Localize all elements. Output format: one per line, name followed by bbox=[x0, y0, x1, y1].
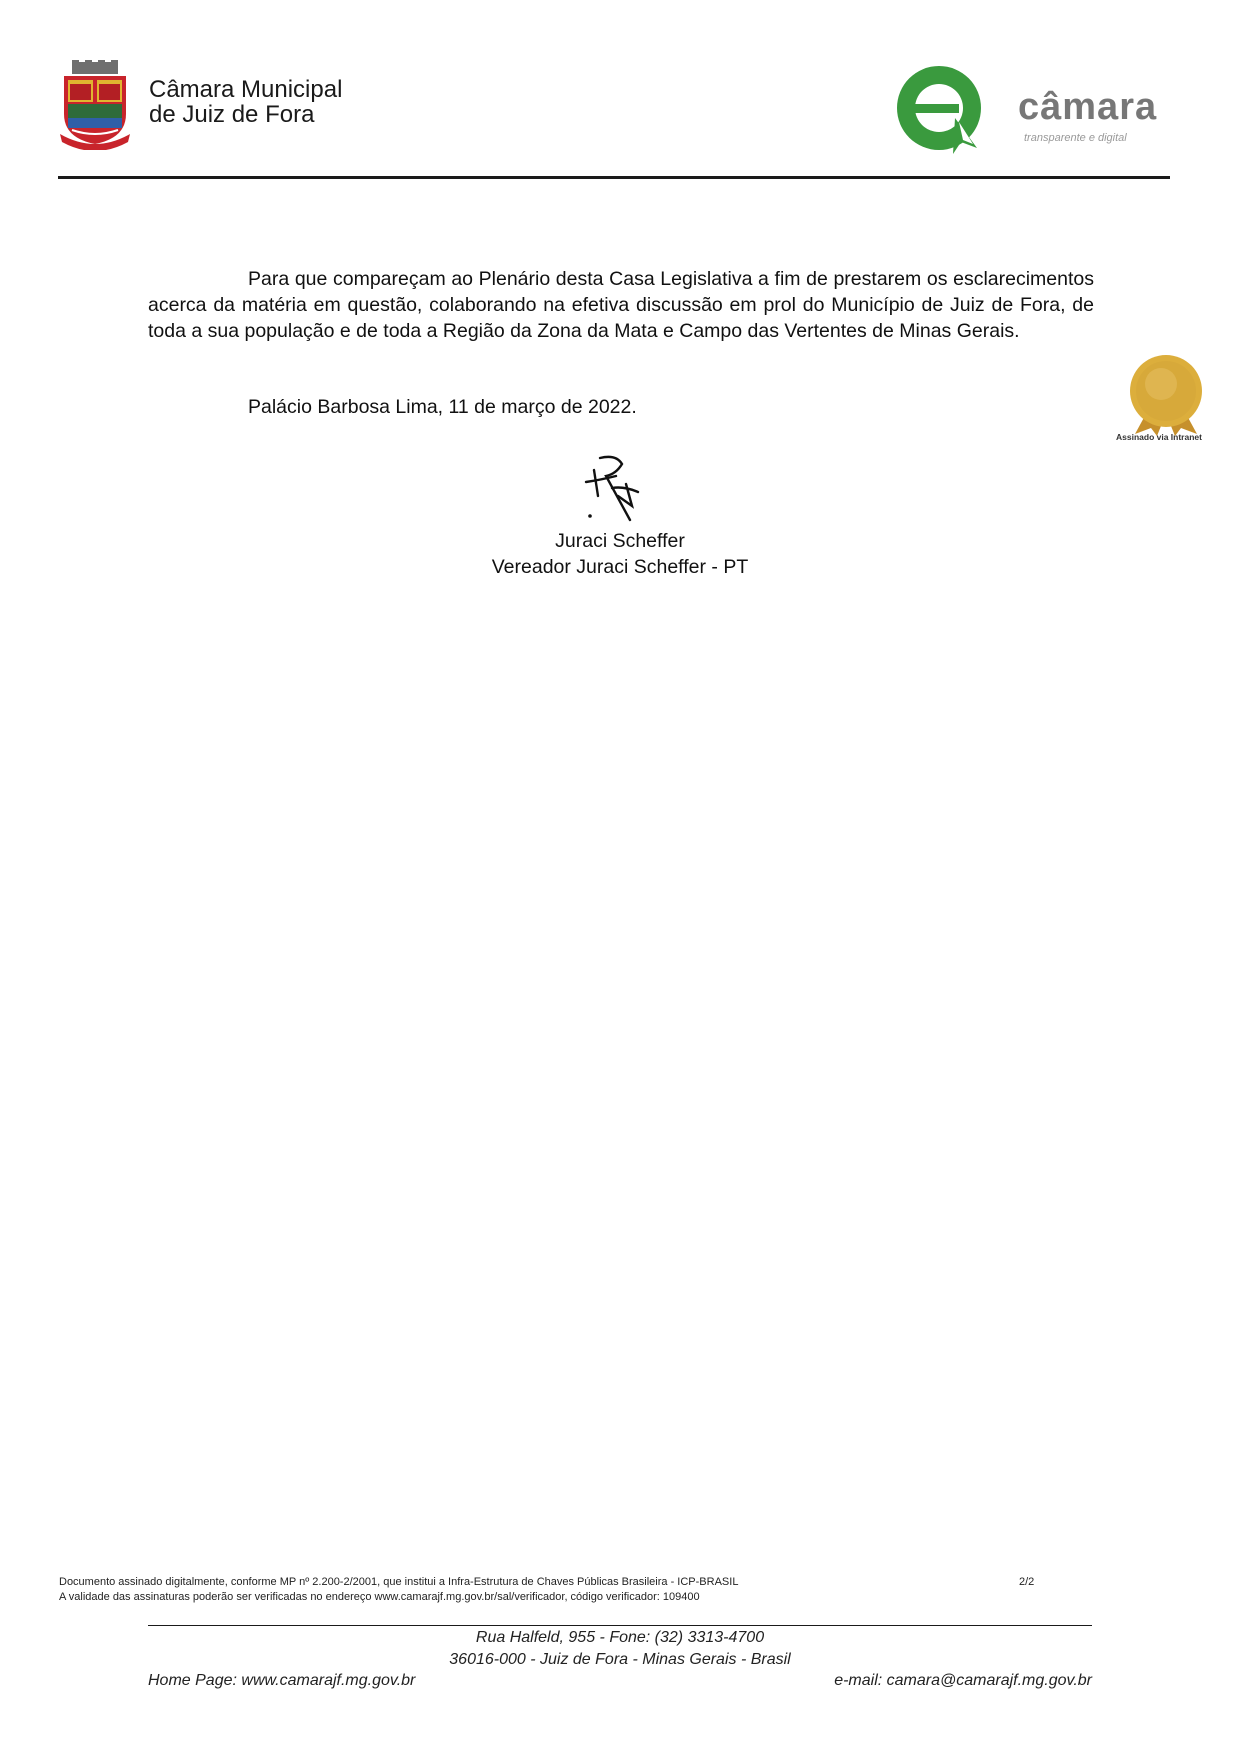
footer-home-page[interactable]: Home Page: www.camarajf.mg.gov.br bbox=[148, 1672, 416, 1689]
footer-email[interactable]: e-mail: camara@camarajf.mg.gov.br bbox=[834, 1672, 1092, 1689]
signer-name: Juraci Scheffer bbox=[555, 530, 685, 552]
verification-note: A validade das assinaturas poderão ser verificadas no endereço www.camarajf.mg.gov.br/sal/verificador, código verificador: 109400 bbox=[59, 1591, 700, 1603]
signer-role: Vereador Juraci Scheffer - PT bbox=[491, 556, 749, 578]
organization-name bbox=[149, 77, 342, 127]
page-number: 2/2 bbox=[1019, 1576, 1035, 1588]
logo-tagline: transparente e digital bbox=[1024, 132, 1127, 144]
handwritten-signature-icon bbox=[576, 452, 650, 524]
footer-address: Rua Halfeld, 955 - Fone: (32) 3313-4700 bbox=[475, 1629, 765, 1646]
organization-name-line2: de Juiz de Fora bbox=[149, 101, 315, 128]
seal-label: Assinado via Intranet bbox=[1116, 432, 1202, 442]
digital-signature-note: Documento assinado digitalmente, conforme MP nº 2.200-2/2001, que institui a Infra-Estrutura de Chaves Públicas Brasileira - ICP-BRASIL bbox=[59, 1576, 739, 1588]
footer-divider bbox=[148, 1625, 1092, 1626]
organization-name-line1: Câmara Municipal bbox=[149, 76, 343, 103]
body-paragraph: Para que compareçam ao Plenário desta Casa Legislativa a fim de prestarem os esclarecimentos acerca da matéria em questão, colaborando na efetiva discussão em prol do Município de Juiz de Fora, de toda a sua população e de toda a Região da Zona da Mata e Campo das Vertentes de Minas Gerais. bbox=[148, 268, 1094, 342]
header-divider bbox=[58, 176, 1170, 179]
coat-of-arms-icon bbox=[58, 60, 132, 150]
logo-word: câmara bbox=[1018, 86, 1158, 128]
dateline: Palácio Barbosa Lima, 11 de março de 2022. bbox=[248, 396, 637, 418]
footer-city: 36016-000 - Juiz de Fora - Minas Gerais - Brasil bbox=[449, 1651, 791, 1668]
signature-seal-icon bbox=[1125, 354, 1207, 436]
